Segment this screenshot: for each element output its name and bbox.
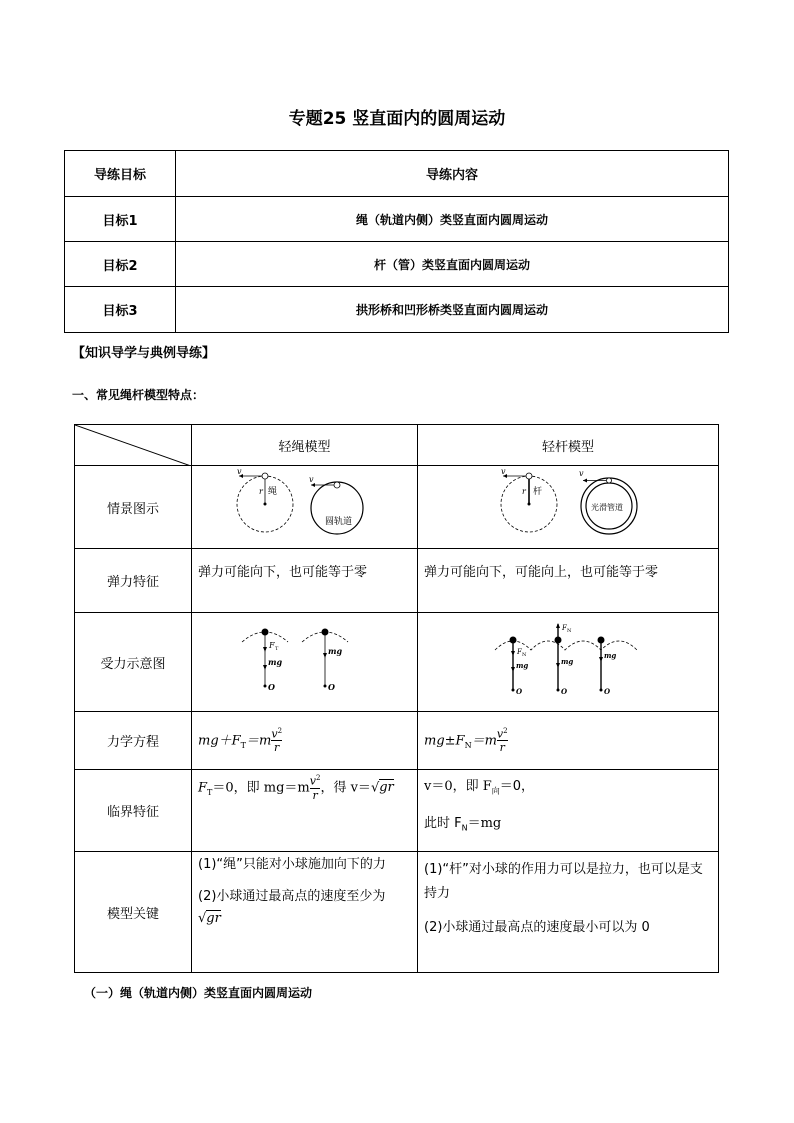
rope-key-2: (2)小球通过最高点的速度至少为	[198, 889, 386, 904]
rope-force-figure	[240, 620, 370, 700]
rod-center-3	[600, 689, 603, 692]
goal-content: 绳（轨道内侧）类竖直面内圆周运动	[176, 197, 729, 242]
rope-crit-denominator: r	[312, 788, 318, 802]
rod-v-label: v	[501, 468, 506, 476]
rod-elastic-text: 弹力可能向下，可能向上，也可能等于零	[418, 549, 719, 613]
mg-label-r3: mg	[604, 651, 617, 660]
section-heading: 【知识导学与典例导练】	[72, 346, 216, 361]
rod-scene-cell	[418, 466, 719, 549]
rope-key-2-sqrt: √gr	[198, 911, 221, 926]
mg-label-r1: mg	[516, 661, 529, 670]
goals-header-content: 导练内容	[176, 151, 729, 197]
rod-eq-lhs: mg±F	[424, 733, 465, 748]
table-row	[75, 466, 719, 549]
o-label-r3: O	[604, 687, 611, 696]
table-row	[75, 852, 719, 973]
table-row	[75, 712, 719, 770]
rod-crit1-a: v＝0，即 F	[424, 779, 492, 794]
o-label-r2: O	[561, 687, 568, 696]
goals-table	[64, 150, 729, 333]
models-table	[74, 424, 719, 973]
goal-label: 目标2	[65, 242, 176, 287]
fn-up-arrowhead	[556, 623, 560, 628]
table-row	[75, 549, 719, 613]
fn-label-2: F	[562, 624, 567, 632]
rod-force-figure	[493, 620, 643, 700]
rope-force-cell	[192, 613, 418, 712]
o-label: O	[267, 682, 275, 692]
rope-critical-cell	[192, 770, 418, 852]
rod-eq-numerator: $v^2$	[496, 726, 508, 741]
diagonal-line	[75, 425, 191, 466]
tube-velocity-arrowhead	[583, 479, 587, 483]
rope-crit-sub: T	[207, 787, 213, 797]
rope-key-cell	[192, 852, 418, 973]
rod-r-label: r	[522, 487, 526, 496]
rod-crit2-a: 此时 F	[424, 815, 462, 831]
rope-eq-numerator: $v^2$	[271, 726, 283, 741]
rope-center	[263, 503, 266, 506]
rope-r-label: r	[258, 487, 263, 496]
row-label-equation: 力学方程	[75, 712, 192, 770]
rod-center-1	[512, 689, 515, 692]
row-label-critical: 临界特征	[75, 770, 192, 852]
rod-scene-figure	[483, 468, 653, 542]
mg-arrowhead-r1	[511, 667, 515, 672]
rod-eq-fraction	[497, 727, 508, 755]
ft-subscript: T	[274, 646, 278, 652]
rod-center-2	[557, 689, 560, 692]
mg-arrowhead-r2	[556, 663, 560, 668]
mg-label-r2: mg	[561, 657, 574, 666]
rod-eq-denominator: r	[499, 741, 505, 755]
col-header-rod: 轻杆模型	[418, 425, 719, 466]
tube-v-label: v	[579, 469, 584, 478]
rod-center	[528, 503, 531, 506]
goal-content: 拱形桥和凹形桥类竖直面内圆周运动	[176, 287, 729, 333]
row-label-elastic: 弹力特征	[75, 549, 192, 613]
rope-crit-a: F	[198, 780, 208, 796]
col-header-rope: 轻绳模型	[192, 425, 418, 466]
rod-crit-line2	[424, 811, 712, 842]
rope-crit-fraction	[310, 774, 321, 802]
rope-eq-sub: T	[240, 740, 247, 750]
tube-ball	[607, 478, 612, 483]
goal-content: 杆（管）类竖直面内圆周运动	[176, 242, 729, 287]
rope-scene-cell	[192, 466, 418, 549]
rod-critical-cell	[418, 770, 719, 852]
tube-label: 光滑管道	[591, 503, 623, 512]
rope-crit-numerator: $v^2$	[309, 774, 321, 788]
rope-label: 绳	[267, 487, 277, 497]
rope-equation-cell	[192, 712, 418, 770]
mg-arrowhead-2	[323, 653, 327, 658]
rope-scene-figure	[225, 468, 385, 542]
rope-eq-mid: ＝m	[246, 733, 272, 748]
rope-elastic-text: 弹力可能向下，也可能等于零	[192, 549, 418, 613]
fn-down-arrowhead	[511, 651, 515, 656]
mg-label: mg	[267, 657, 282, 667]
rope-eq-lhs: mg＋F	[198, 733, 241, 748]
track-v-label: v	[308, 475, 314, 484]
rope-crit-c: ，得 v＝	[320, 780, 371, 796]
rope-key-1: (1)“绳”只能对小球施加向下的力	[198, 857, 386, 872]
rope-v-label: v	[236, 468, 242, 476]
rope-center-o-2	[323, 685, 326, 688]
mg-arrowhead	[263, 665, 267, 670]
mg-label-2: mg	[327, 646, 342, 656]
rod-key-1: (1)“杆”对小球的作用力可以是拉力，也可以是支持力	[424, 862, 703, 901]
rope-eq-denominator: r	[274, 741, 280, 755]
table-row	[75, 613, 719, 712]
table-row	[65, 287, 729, 333]
diagonal-header-cell	[75, 425, 192, 466]
rod-eq-sub: N	[464, 740, 472, 750]
goal-label: 目标3	[65, 287, 176, 333]
fn-subscript-2: N	[567, 628, 572, 634]
o-label-2: O	[327, 682, 335, 692]
rod-label: 杆	[533, 487, 543, 497]
subheading: 一、常见绳杆模型特点：	[72, 388, 205, 402]
track-label: 圆轨道	[324, 517, 352, 527]
ft-arrowhead	[263, 647, 267, 652]
table-row	[65, 197, 729, 242]
mg-arrowhead-r3	[599, 657, 603, 662]
table-row	[75, 770, 719, 852]
rope-crit-sqrt-sign: √	[370, 780, 380, 796]
rod-key-2: (2)小球通过最高点的速度最小可以为 0	[424, 920, 650, 935]
row-label-key: 模型关键	[75, 852, 192, 973]
rod-crit-line1	[424, 774, 712, 805]
page-title: 专题25 竖直面内的圆周运动	[288, 109, 506, 129]
rod-eq-mid: ＝m	[471, 733, 497, 748]
rod-force-cell	[418, 613, 719, 712]
track-ball	[334, 482, 340, 488]
goal-label: 目标1	[65, 197, 176, 242]
models-header-row	[75, 425, 719, 466]
rod-crit2-b: ＝mg	[467, 815, 502, 831]
goals-header-row	[65, 151, 729, 197]
rope-crit-sqrt: gr	[379, 780, 394, 796]
rod-key-cell	[418, 852, 719, 973]
ft-label: F	[268, 641, 275, 650]
rod-crit1-b: ＝0，	[499, 779, 535, 794]
rope-ball	[262, 473, 268, 479]
row-label-scene: 情景图示	[75, 466, 192, 549]
rod-equation-cell	[418, 712, 719, 770]
rope-crit-b: ＝0，即 mg＝m	[212, 780, 310, 796]
fn-subscript-1: N	[522, 652, 527, 658]
o-label-r1: O	[516, 687, 523, 696]
rope-eq-fraction	[271, 727, 282, 755]
rod-crit2-sub: N	[461, 823, 468, 833]
fn-label-1: F	[517, 648, 522, 656]
rod-crit1-sub: 向	[491, 786, 500, 796]
goals-header-label: 导练目标	[65, 151, 176, 197]
row-label-force: 受力示意图	[75, 613, 192, 712]
rod-ball	[526, 473, 532, 479]
rope-center-o	[263, 685, 266, 688]
table-row	[65, 242, 729, 287]
bottom-heading: （一）绳（轨道内侧）类竖直面内圆周运动	[84, 986, 313, 1000]
